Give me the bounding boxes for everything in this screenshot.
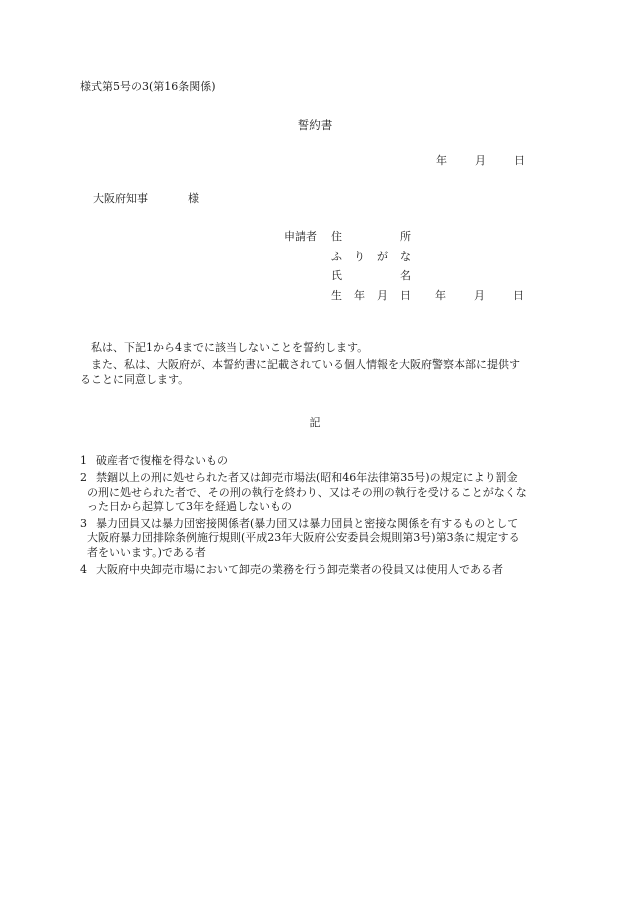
list-item xyxy=(80,563,530,577)
item-line: 大阪府中央卸売市場において卸売の業務を行う卸売業者の役員又は使用人である者 xyxy=(96,563,503,577)
date-year-label: 年 xyxy=(436,154,447,167)
furigana-label-char: り xyxy=(354,249,365,263)
pledge-statement xyxy=(80,341,530,387)
furigana-label-char: が xyxy=(377,249,388,263)
item-line: 禁錮以上の刑に処せられた者又は卸売市場法(昭和46年法律第35号)の規定により罰金 xyxy=(96,471,518,485)
name-label-char: 氏 xyxy=(331,269,342,282)
date-day-label: 日 xyxy=(514,154,525,167)
birthdate-fields xyxy=(435,289,524,303)
item-line: の刑に処せられた者で、その刑の執行を終わり、又はその刑の執行を受けることがなくな xyxy=(87,485,527,499)
applicant-birthdate-row xyxy=(331,289,531,309)
pledge-paragraph-2-line-2: ることに同意します。 xyxy=(80,372,190,386)
furigana-label-char: ふ xyxy=(331,249,342,263)
item-line: 破産者で復権を得ないもの xyxy=(96,454,228,467)
item-number: 3 xyxy=(80,517,87,531)
applicant-name-row xyxy=(331,269,531,289)
form-number: 様式第5号の3(第16条関係) xyxy=(80,80,216,93)
applicant-furigana-row xyxy=(331,250,531,270)
item-text xyxy=(87,517,530,560)
addressee-name: 大阪府知事 xyxy=(93,192,148,205)
item-line: 暴力団員又は暴力団密接関係者(暴力団又は暴力団員と密接な関係を有するものとして xyxy=(96,517,519,531)
item-text xyxy=(96,454,530,468)
document-title: 誓約書 xyxy=(297,118,333,132)
item-line: 大阪府暴力団排除条例施行規則(平成23年大阪府公安委員会規則第3号)第3条に規定する xyxy=(87,531,520,545)
item-text xyxy=(96,563,530,577)
date-month-label: 月 xyxy=(475,154,486,167)
list-item xyxy=(80,517,530,560)
ki-heading: 記 xyxy=(309,416,321,429)
pledge-paragraph-2 xyxy=(80,358,530,387)
pledge-paragraph-2-line-1: また、私は、大阪府が、本誓約書に記載されている個人情報を大阪府警察本部に提供す xyxy=(91,358,520,372)
birthdate-label-char: 年 xyxy=(354,288,365,302)
addressee xyxy=(93,192,199,206)
furigana-label-char: な xyxy=(400,249,411,263)
item-number: 2 xyxy=(80,471,87,485)
item-line: った日から起算して3年を経過しないもの xyxy=(87,499,292,513)
list-item xyxy=(80,471,530,514)
birth-day-label: 日 xyxy=(513,288,524,302)
list-item xyxy=(80,454,530,468)
conditions-list xyxy=(80,454,530,580)
item-line: 者をいいます。)である者 xyxy=(87,545,206,559)
pledge-paragraph-1: 私は、下記1から4までに該当しないことを誓約します。 xyxy=(91,341,369,354)
applicant-address-row xyxy=(331,230,531,250)
address-label-char: 住 xyxy=(331,230,342,243)
birth-month-label: 月 xyxy=(474,288,485,302)
item-text xyxy=(87,471,530,514)
birthdate-label-char: 生 xyxy=(331,288,342,302)
item-number: 1 xyxy=(80,454,87,467)
addressee-honorific: 様 xyxy=(188,192,199,205)
applicant-label: 申請者 xyxy=(284,230,317,243)
birth-year-label: 年 xyxy=(435,288,446,302)
birthdate-label-char: 日 xyxy=(400,288,411,302)
applicant-fields xyxy=(331,230,531,308)
name-label-char: 名 xyxy=(400,269,411,282)
address-label-char: 所 xyxy=(400,230,411,243)
birthdate-label-char: 月 xyxy=(377,288,388,302)
item-number: 4 xyxy=(80,563,87,577)
document-date xyxy=(436,154,525,168)
